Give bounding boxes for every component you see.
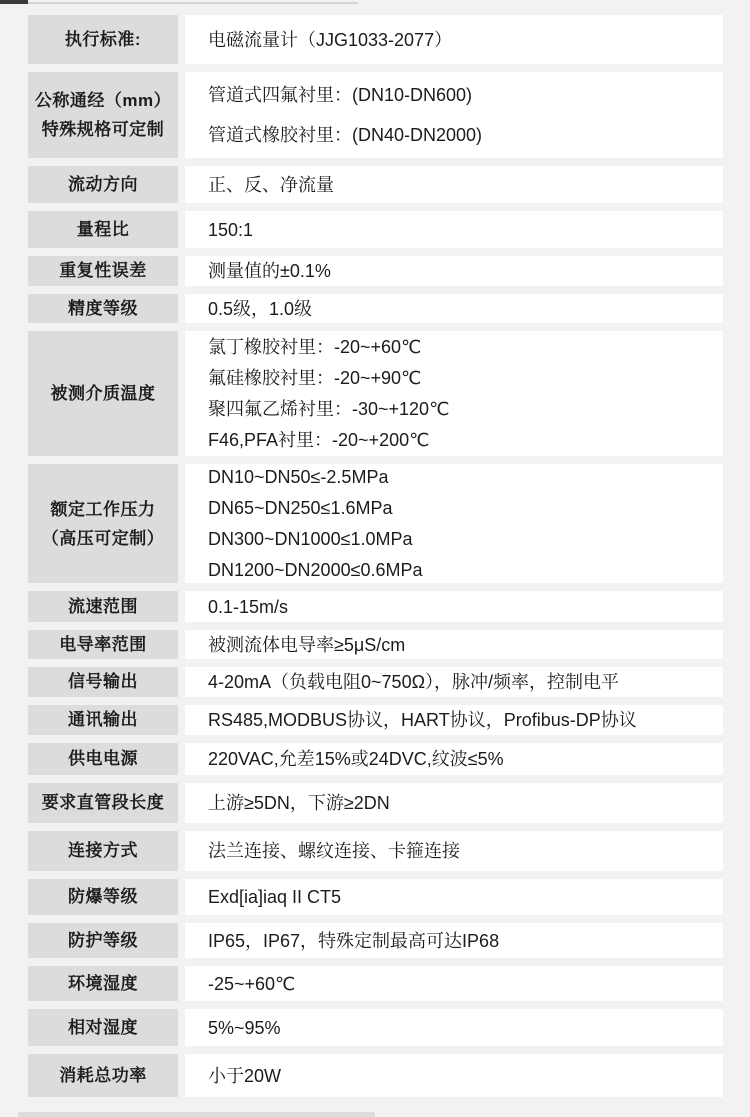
spec-value-cell [185, 1009, 723, 1046]
table-row [28, 831, 723, 871]
table-row [28, 331, 723, 456]
table-row [28, 743, 723, 775]
spec-value-cell [185, 591, 723, 622]
spec-value-text: 氯丁橡胶衬里：-20~+60℃ [208, 336, 422, 357]
spec-value-text: 被测流体电导率≥5μS/cm [208, 634, 406, 655]
spec-label-text: 环境湿度 [68, 973, 138, 993]
spec-value-cell [185, 1054, 723, 1097]
spec-value-text: 电磁流量计（JJG1033-2077） [208, 29, 453, 50]
spec-label-cell [28, 630, 178, 659]
top-crop-artifact-dark [0, 0, 28, 4]
table-row [28, 166, 723, 203]
spec-value-text: 管道式橡胶衬里：(DN40-DN2000) [208, 125, 483, 145]
spec-label-text: 防爆等级 [68, 887, 138, 906]
table-row [28, 294, 723, 323]
spec-value-cell [185, 211, 723, 248]
spec-value-text: 220VAC,允差15%或24DVC,纹波≤5% [208, 749, 504, 769]
spec-label-text: 通讯输出 [68, 710, 138, 729]
spec-label-text: 连接方式 [68, 841, 138, 860]
spec-value-text: 氟硅橡胶衬里：-20~+90℃ [208, 367, 422, 388]
spec-value-text: 小于20W [208, 1065, 282, 1086]
spec-label-text: 精度等级 [68, 298, 138, 318]
spec-label-text: 流动方向 [68, 174, 138, 194]
spec-label-text: 重复性误差 [59, 261, 147, 280]
spec-label-cell [28, 966, 178, 1001]
spec-value-text: 聚四氟乙烯衬里：-30~+120℃ [208, 398, 450, 419]
spec-label-text: 要求直管段长度 [41, 793, 165, 812]
spec-value-cell [185, 15, 723, 64]
spec-label-text: 被测介质温度 [50, 383, 156, 403]
top-crop-artifact-line [28, 2, 358, 4]
table-row [28, 591, 723, 622]
spec-label-cell [28, 783, 178, 823]
spec-label-cell [28, 743, 178, 775]
spec-value-cell [185, 464, 723, 583]
spec-value-text: RS485,MODBUS协议，HART协议，Profibus-DP协议 [208, 710, 637, 730]
spec-value-cell [185, 166, 723, 203]
spec-label-cell [28, 211, 178, 248]
spec-label-cell [28, 166, 178, 203]
spec-label-cell [28, 879, 178, 915]
spec-label-cell [28, 72, 178, 158]
bottom-crop-artifact [18, 1112, 375, 1117]
spec-label-text: 供电电源 [68, 749, 138, 768]
spec-value-cell [185, 72, 723, 158]
spec-label-cell [28, 294, 178, 323]
table-row [28, 464, 723, 583]
spec-label-text: 防护等级 [68, 930, 138, 950]
spec-value-text: 5%~95% [208, 1017, 281, 1038]
spec-value-text: IP65，IP67，特殊定制最高可达IP68 [208, 930, 500, 951]
spec-label-cell [28, 15, 178, 64]
spec-value-text: -25~+60℃ [208, 973, 296, 994]
spec-label-text: 额定工作压力 [50, 499, 156, 519]
spec-label-cell [28, 667, 178, 697]
spec-value-text: 0.5级，1.0级 [208, 298, 313, 319]
spec-value-cell [185, 256, 723, 286]
table-row [28, 1009, 723, 1046]
spec-value-text: DN65~DN250≤1.6MPa [208, 497, 393, 518]
spec-label-text: 特殊规格可定制 [41, 120, 165, 139]
table-row [28, 72, 723, 158]
spec-label-text: 消耗总功率 [59, 1065, 147, 1085]
spec-value-cell [185, 783, 723, 823]
spec-value-cell [185, 331, 723, 456]
spec-value-cell [185, 630, 723, 659]
spec-label-cell [28, 256, 178, 286]
spec-value-text: 0.1-15m/s [208, 596, 289, 617]
table-row [28, 630, 723, 659]
table-row [28, 705, 723, 735]
spec-label-text: 相对湿度 [68, 1017, 138, 1037]
table-row [28, 923, 723, 958]
spec-value-text: DN300~DN1000≤1.0MPa [208, 528, 413, 549]
spec-label-cell [28, 331, 178, 456]
spec-label-cell [28, 831, 178, 871]
spec-label-text: 公称通经（mm） [34, 91, 172, 110]
spec-value-cell [185, 831, 723, 871]
spec-value-text: DN10~DN50≤-2.5MPa [208, 466, 389, 487]
spec-value-cell [185, 743, 723, 775]
spec-value-text: 150:1 [208, 219, 254, 240]
table-row [28, 667, 723, 697]
spec-label-cell [28, 1009, 178, 1046]
table-row [28, 783, 723, 823]
spec-label-cell [28, 1054, 178, 1097]
table-row [28, 966, 723, 1001]
spec-label-text: 执行标准: [64, 29, 142, 49]
spec-label-text: 量程比 [76, 219, 130, 239]
spec-label-cell [28, 705, 178, 735]
spec-value-text: 正、反、净流量 [208, 174, 334, 195]
table-row [28, 256, 723, 286]
spec-label-text: 电导率范围 [59, 634, 147, 654]
spec-label-text: 流速范围 [68, 596, 138, 616]
spec-value-cell [185, 667, 723, 697]
spec-value-text: DN1200~DN2000≤0.6MPa [208, 559, 423, 580]
spec-value-text: 管道式四氟衬里：(DN10-DN600) [208, 85, 473, 105]
spec-value-cell [185, 294, 723, 323]
spec-value-cell [185, 966, 723, 1001]
table-row [28, 1054, 723, 1097]
table-row [28, 211, 723, 248]
spec-value-cell [185, 879, 723, 915]
spec-value-text: F46,PFA衬里：-20~+200℃ [208, 429, 430, 450]
table-row [28, 15, 723, 64]
spec-value-text: 上游≥5DN，下游≥2DN [208, 793, 390, 813]
spec-label-text: 信号输出 [68, 672, 138, 691]
spec-value-cell [185, 705, 723, 735]
spec-value-text: 4-20mA（负载电阻0~750Ω），脉冲/频率，控制电平 [208, 672, 620, 692]
spec-label-cell [28, 923, 178, 958]
spec-table [28, 15, 723, 1105]
spec-label-text: （高压可定制） [41, 528, 165, 548]
spec-label-cell [28, 464, 178, 583]
spec-value-text: 测量值的±0.1% [208, 261, 331, 281]
spec-value-text: Exd[ia]iaq II CT5 [208, 887, 342, 907]
spec-value-text: 法兰连接、螺纹连接、卡箍连接 [208, 841, 460, 861]
table-row [28, 879, 723, 915]
spec-label-cell [28, 591, 178, 622]
spec-value-cell [185, 923, 723, 958]
